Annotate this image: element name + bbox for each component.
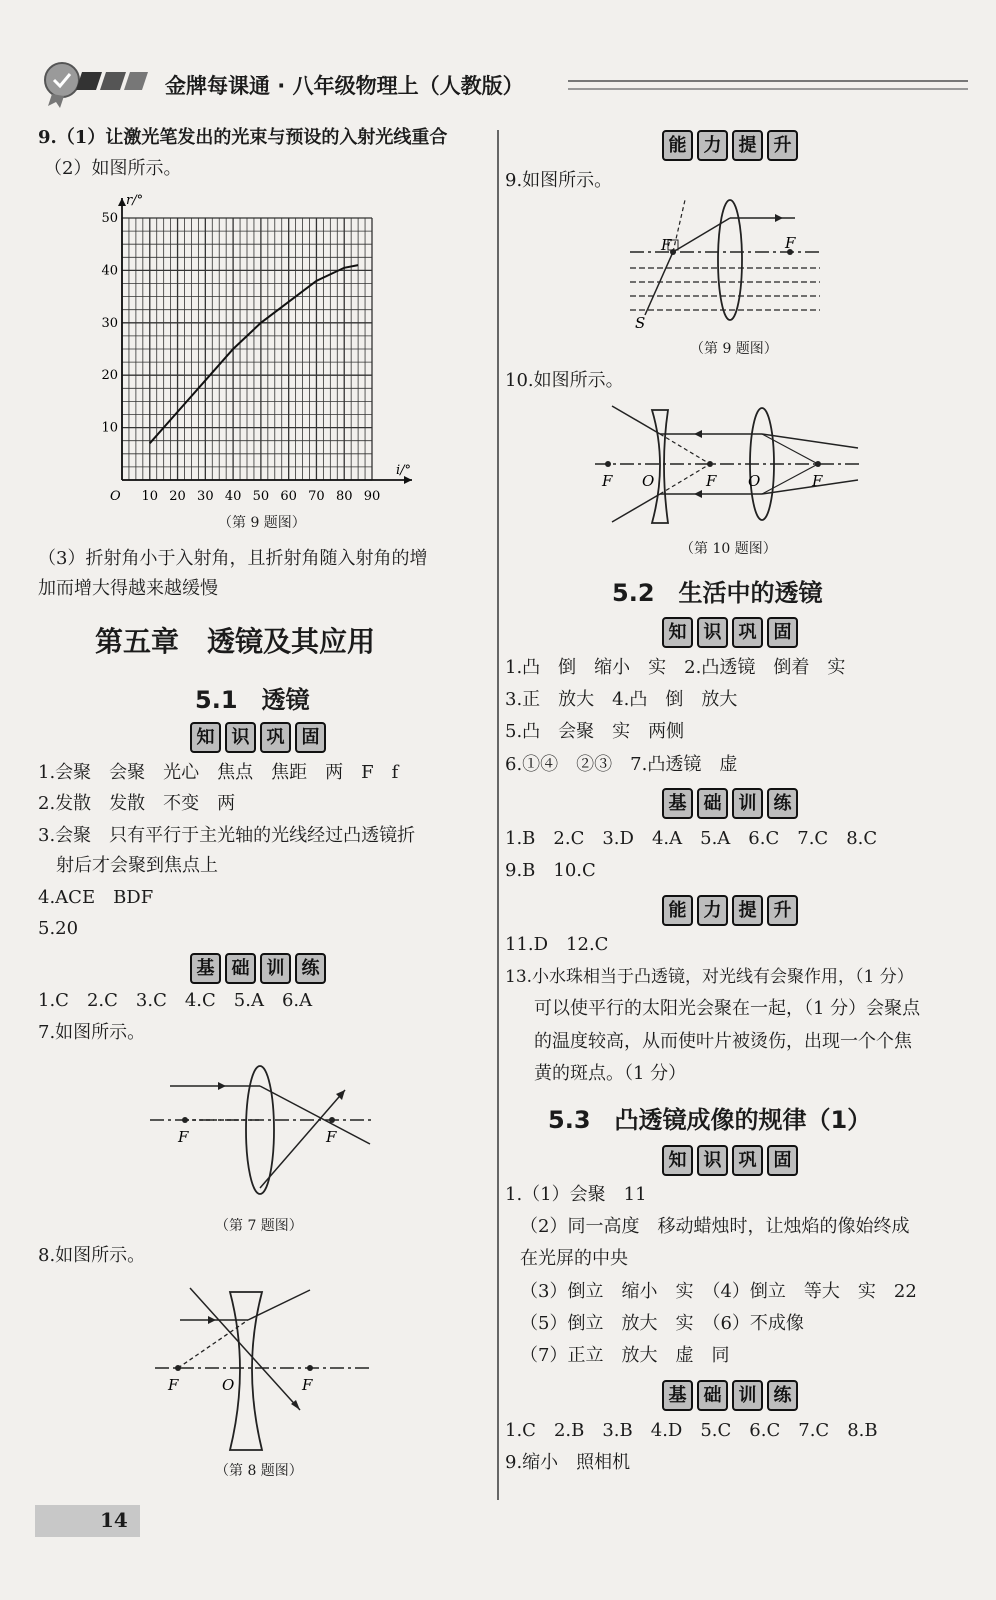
header-rule — [568, 80, 968, 90]
answer-3a: 3.会聚 只有平行于主光轴的光线经过凸透镜折 — [38, 825, 416, 846]
x-tick-label: 50 — [252, 489, 270, 500]
ability-box-2 — [662, 895, 798, 926]
box-char: 础 — [697, 1380, 728, 1411]
box-char: 识 — [697, 617, 728, 648]
q9-part1: 9.（1）让激光笔发出的光束与预设的入射光线重合 — [38, 127, 448, 148]
right-q10: 10.如图所示。 — [505, 370, 624, 391]
ability-answer-13d: 黄的斑点。（1 分） — [534, 1063, 687, 1084]
figure-10-caption: （第 10 题图） — [680, 541, 777, 557]
ability-answers-11-12: 11.D 12.C — [505, 934, 609, 955]
y-axis-label: r/° — [126, 193, 144, 208]
x-tick-label: 60 — [280, 489, 297, 500]
basic-answers-2-line2: 9.B 10.C — [505, 860, 596, 881]
answer-5-3-line5: （5）倒立 放大 实 （6）不成像 — [520, 1313, 804, 1334]
q9-part2: （2）如图所示。 — [44, 158, 182, 179]
x-tick-label: 30 — [197, 489, 214, 500]
y-tick-label: 20 — [101, 368, 118, 384]
label-F: F — [168, 1376, 179, 1394]
y-tick-label: 50 — [101, 211, 118, 226]
answer-1: 1.会聚 会聚 光心 焦点 焦距 两 F f — [38, 762, 399, 783]
figure-10-lens-combo — [590, 398, 870, 538]
label-F: F — [326, 1128, 337, 1146]
figure-8-caption: （第 8 题图） — [215, 1463, 303, 1479]
chapter-title: 第五章 透镜及其应用 — [95, 625, 376, 658]
box-char: 识 — [697, 1145, 728, 1176]
y-axis-arrow — [118, 198, 126, 206]
knowledge-box-1 — [190, 722, 326, 753]
answer-5-3-line2b: 在光屏的中央 — [520, 1248, 628, 1269]
answer-2: 2.发散 发散 不变 两 — [38, 793, 236, 814]
chart-caption: （第 9 题图） — [218, 515, 306, 531]
box-char: 基 — [190, 953, 221, 984]
box-char: 力 — [697, 895, 728, 926]
label-S: S — [635, 314, 646, 330]
answer-5-2-line3: 5.凸 会聚 实 两侧 — [505, 721, 685, 742]
box-char: 固 — [295, 722, 326, 753]
x-axis-label: i/° — [396, 463, 412, 478]
ability-answer-13a: 13.小水珠相当于凸透镜，对光线有会聚作用，（1 分） — [505, 967, 914, 987]
answer-5-3-line7: （7）正立 放大 虚 同 — [520, 1345, 730, 1366]
figure-8-concave-lens — [150, 1280, 380, 1460]
right-q9: 9.如图所示。 — [505, 170, 613, 191]
answer-5-2-line2: 3.正 放大 4.凸 倒 放大 — [505, 689, 738, 710]
knowledge-box-2 — [662, 617, 798, 648]
box-char: 升 — [767, 895, 798, 926]
basic-answer-7: 7.如图所示。 — [38, 1022, 146, 1043]
origin-label: O — [110, 489, 121, 500]
box-char: 基 — [662, 788, 693, 819]
box-char: 提 — [732, 130, 763, 161]
knowledge-box-3 — [662, 1145, 798, 1176]
basic-answers-3-line1: 1.C 2.B 3.B 4.D 5.C 6.C 7.C 8.B — [505, 1420, 878, 1441]
ability-answer-13c: 的温度较高，从而使叶片被烫伤，出现一个个焦 — [534, 1031, 912, 1052]
answer-5-3-line3: （3）倒立 缩小 实 （4）倒立 等大 实 22 — [520, 1281, 917, 1302]
figure-7-convex-lens — [140, 1060, 390, 1200]
answer-4: 4.ACE BDF — [38, 887, 154, 908]
label-O: O — [748, 472, 761, 490]
label-F: F — [812, 472, 823, 490]
y-tick-label: 40 — [101, 263, 118, 279]
box-char: 提 — [732, 895, 763, 926]
figure-7-caption: （第 7 题图） — [215, 1218, 303, 1234]
label-O: O — [222, 1376, 235, 1394]
box-char: 巩 — [732, 1145, 763, 1176]
section-5-2-title: 5.2 生活中的透镜 — [612, 579, 823, 607]
page-number: 14 — [100, 1508, 128, 1532]
box-char: 固 — [767, 617, 798, 648]
box-char: 训 — [260, 953, 291, 984]
section-5-1-title: 5.1 透镜 — [195, 686, 310, 714]
label-F: F — [178, 1128, 189, 1146]
box-char: 训 — [732, 1380, 763, 1411]
column-divider — [497, 130, 499, 1500]
figure-9-lens-water — [625, 190, 830, 330]
y-tick-label: 10 — [101, 420, 118, 436]
box-char: 练 — [767, 788, 798, 819]
label-F: F — [785, 234, 796, 252]
x-tick-label: 90 — [363, 489, 381, 500]
answer-5: 5.20 — [38, 918, 79, 939]
box-char: 固 — [767, 1145, 798, 1176]
basic-answers-1: 1.C 2.C 3.C 4.C 5.A 6.A — [38, 990, 313, 1011]
box-char: 训 — [732, 788, 763, 819]
basic-training-box-2 — [662, 788, 798, 819]
box-char: 练 — [767, 1380, 798, 1411]
basic-answers-2-line1: 1.B 2.C 3.D 4.A 5.A 6.C 7.C 8.C — [505, 828, 878, 849]
box-char: 能 — [662, 130, 693, 161]
ability-answer-13b: 可以使平行的太阳光会聚在一起，（1 分）会聚点 — [534, 998, 921, 1019]
answer-5-2-line4: 6.①④ ②③ 7.凸透镜 虚 — [505, 754, 738, 775]
basic-answers-3-line2: 9.缩小 照相机 — [505, 1452, 631, 1473]
x-tick-label: 10 — [141, 489, 159, 500]
figure-9-caption: （第 9 题图） — [690, 341, 778, 357]
label-O: O — [642, 472, 655, 490]
header-badge-icon — [40, 58, 150, 112]
box-char: 知 — [190, 722, 221, 753]
label-F: F — [706, 472, 717, 490]
box-char: 知 — [662, 617, 693, 648]
refraction-chart — [100, 190, 430, 500]
x-tick-label: 80 — [335, 489, 353, 500]
box-char: 力 — [697, 130, 728, 161]
box-char: 基 — [662, 1380, 693, 1411]
box-char: 础 — [225, 953, 256, 984]
box-char: 知 — [662, 1145, 693, 1176]
answer-5-3-line1: 1.（1）会聚 11 — [505, 1184, 647, 1205]
section-5-3-title: 5.3 凸透镜成像的规律（1） — [548, 1106, 872, 1134]
basic-answer-8: 8.如图所示。 — [38, 1245, 146, 1266]
box-char: 升 — [767, 130, 798, 161]
answer-3b: 射后才会聚到焦点上 — [56, 855, 218, 876]
label-F: F — [302, 1376, 313, 1394]
y-tick-label: 30 — [101, 315, 118, 331]
basic-training-box-3 — [662, 1380, 798, 1411]
q9-part3a: （3）折射角小于入射角，且折射角随入射角的增 — [38, 548, 428, 569]
answer-5-3-line2a: （2）同一高度 移动蜡烛时，让烛焰的像始终成 — [520, 1216, 910, 1237]
box-char: 础 — [697, 788, 728, 819]
label-F: F — [661, 236, 672, 254]
box-char: 巩 — [260, 722, 291, 753]
header-title: 金牌每课通 · 八年级物理上（人教版） — [165, 74, 524, 98]
basic-training-box-1 — [190, 953, 326, 984]
label-F: F — [602, 472, 613, 490]
box-char: 能 — [662, 895, 693, 926]
box-char: 巩 — [732, 617, 763, 648]
box-char: 练 — [295, 953, 326, 984]
x-tick-label: 70 — [308, 489, 325, 500]
x-tick-label: 40 — [224, 489, 242, 500]
x-tick-label: 20 — [169, 489, 186, 500]
ability-box-1 — [662, 130, 798, 161]
answer-5-2-line1: 1.凸 倒 缩小 实 2.凸透镜 倒着 实 — [505, 657, 846, 678]
q9-part3b: 加而增大得越来越缓慢 — [38, 578, 218, 599]
box-char: 识 — [225, 722, 256, 753]
